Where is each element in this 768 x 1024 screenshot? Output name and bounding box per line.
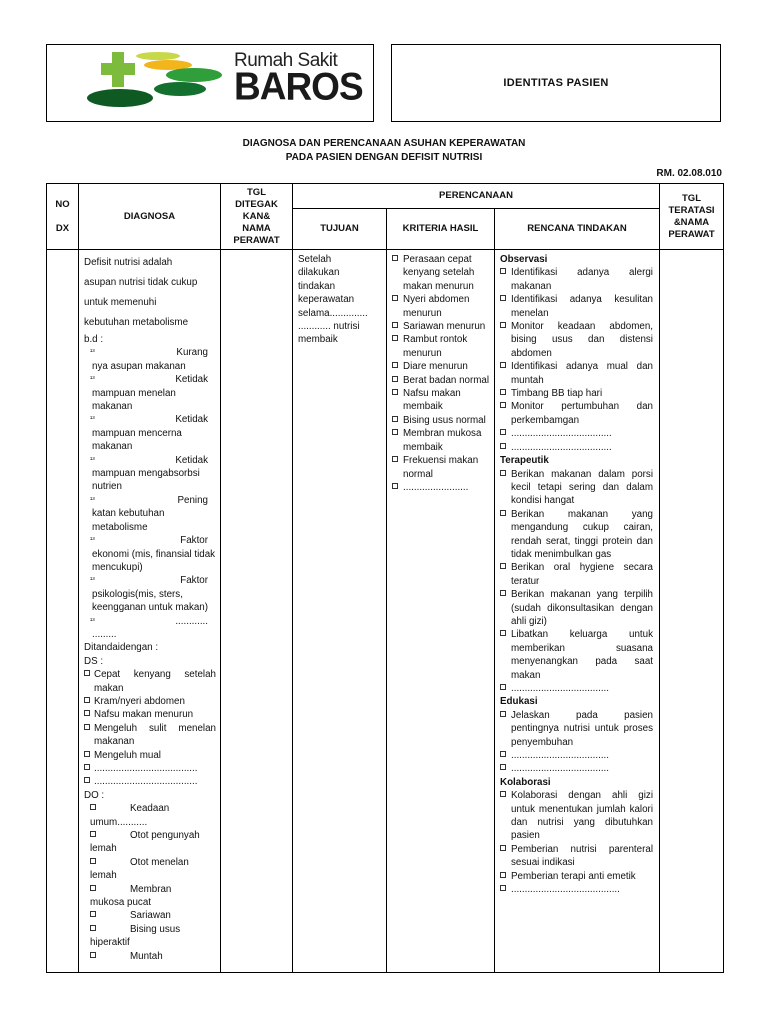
edukasi-item xyxy=(500,762,653,775)
care-plan-table xyxy=(46,183,724,973)
terapeutik-item-text: Berikan makanan yang terpilih (sudah dikonsultasikan dengan ahli gizi) xyxy=(511,589,653,627)
patient-identity-label: IDENTITAS PASIEN xyxy=(503,77,609,89)
do-item-first: Otot menelan xyxy=(130,856,189,868)
tujuan-line: membaik xyxy=(298,334,338,346)
checkbox-square-icon xyxy=(90,925,96,931)
header-tgl-ditegakkan: TGL DITEGAK KAN& NAMA PERAWAT xyxy=(221,184,293,250)
tick-icon: ¹³ xyxy=(90,349,95,357)
checkbox-square-icon xyxy=(392,255,398,261)
terapeutik-item-text: Berikan makanan yang mengandung cukup cairan, rendah serat, tinggi protein dan tidak menimbulkan gas xyxy=(511,508,653,560)
ds-item xyxy=(84,762,216,775)
edukasi-item-text: .................................... xyxy=(511,763,609,775)
kolaborasi-item xyxy=(500,789,653,843)
observasi-item xyxy=(500,320,653,360)
observasi-item-text: Timbang BB tiap hari xyxy=(511,388,603,400)
kriteria-item-text: Nafsu makan membaik xyxy=(403,388,461,413)
observasi-item-text: Monitor keadaan abdomen, bising usus dan distensi abdomen xyxy=(511,321,653,359)
diagnosa-do-label: DO : xyxy=(84,789,105,801)
diagnosa-do-list xyxy=(84,802,216,963)
checkbox-square-icon xyxy=(500,389,506,395)
do-item-first: Muntah xyxy=(130,950,163,962)
checkbox-square-icon xyxy=(392,335,398,341)
patient-identity-box xyxy=(391,44,721,122)
observasi-item xyxy=(500,387,653,400)
do-item xyxy=(84,950,216,963)
cell-no-dx xyxy=(47,250,79,973)
checkbox-square-icon xyxy=(392,376,398,382)
tick-icon: ¹³ xyxy=(90,496,95,504)
header-no-dx: NO DX xyxy=(47,184,79,250)
observasi-item-text: ..................................... xyxy=(511,441,612,453)
diagnosa-definition-line: untuk memenuhi xyxy=(84,297,157,308)
kolaborasi-item xyxy=(500,883,653,896)
kolaborasi-item-text: Pemberian nutrisi parenteral sesuai indikasi xyxy=(511,843,653,869)
checkbox-square-icon xyxy=(392,456,398,462)
ds-item xyxy=(84,695,216,708)
kriteria-item xyxy=(392,293,490,320)
do-item-first: Membran xyxy=(130,883,172,895)
cell-diagnosa xyxy=(79,250,221,973)
section-edukasi: Edukasi xyxy=(500,696,538,708)
checkbox-square-icon xyxy=(392,295,398,301)
do-item-first: Bising usus xyxy=(130,923,181,935)
do-item-rest: lemah xyxy=(90,870,117,882)
cell-tujuan xyxy=(293,250,387,973)
diagnosa-factor-item xyxy=(84,574,216,614)
checkbox-square-icon xyxy=(90,831,96,837)
checkbox-square-icon xyxy=(90,885,96,891)
checkbox-square-icon xyxy=(500,872,506,878)
tujuan-line: Setelah xyxy=(298,254,332,265)
kriteria-item-text: Rambut rontok menurun xyxy=(403,334,468,359)
cell-kriteria-hasil xyxy=(387,250,495,973)
checkbox-square-icon xyxy=(392,429,398,435)
observasi-item-text: Monitor pertumbuhan dan perkembamgan xyxy=(511,401,653,426)
observasi-item-text: Identifikasi adanya mual dan muntah xyxy=(511,361,653,386)
terapeutik-item xyxy=(500,508,653,562)
kriteria-item-text: Perasaan cepat kenyang setelah makan menurun xyxy=(403,254,475,292)
observasi-item xyxy=(500,293,653,320)
checkbox-square-icon xyxy=(500,590,506,596)
checkbox-square-icon xyxy=(90,911,96,917)
do-item-rest: hiperaktif xyxy=(90,937,130,949)
observasi-item xyxy=(500,360,653,387)
kriteria-item-text: Membran mukosa membaik xyxy=(403,428,482,453)
checkbox-square-icon xyxy=(392,389,398,395)
kriteria-item xyxy=(392,253,490,293)
tick-icon: ¹³ xyxy=(90,577,95,585)
diagnosa-factor-rest: mampuan mengabsorbsi nutrien xyxy=(92,468,200,493)
checkbox-square-icon xyxy=(84,697,90,703)
diagnosa-factor-item xyxy=(84,494,216,534)
diagnosa-definition-line: Defisit nutrisi adalah xyxy=(84,257,173,268)
diagnosa-factor-first: ............ xyxy=(175,615,208,627)
kriteria-item xyxy=(392,387,490,414)
kolaborasi-item xyxy=(500,870,653,883)
diagnosa-factor-item xyxy=(84,373,216,413)
document-title-line1: DIAGNOSA DAN PERENCANAAN ASUHAN KEPERAWATAN xyxy=(242,138,526,149)
terapeutik-item-text: Berikan makanan dalam porsi kecil tetapi sering dan dalam kondisi hangat xyxy=(511,468,653,507)
section-observasi: Observasi xyxy=(500,254,548,265)
checkbox-square-icon xyxy=(392,322,398,328)
diagnosa-factor-rest: mampuan menelan makanan xyxy=(92,387,176,413)
checkbox-square-icon xyxy=(500,295,506,301)
observasi-item xyxy=(500,266,653,293)
diagnosa-ds-label: DS : xyxy=(84,655,104,667)
diagnosa-factor-rest: ......... xyxy=(92,628,117,640)
kriteria-item-text: Bising usus normal xyxy=(403,414,486,426)
checkbox-square-icon xyxy=(84,764,90,770)
ds-item xyxy=(84,668,216,695)
diagnosa-factor-item xyxy=(84,413,216,453)
checkbox-square-icon xyxy=(500,470,506,476)
kriteria-item-text: Nyeri abdomen menurun xyxy=(403,294,470,319)
checkbox-square-icon xyxy=(500,711,506,717)
kriteria-item xyxy=(392,414,490,427)
kriteria-item xyxy=(392,333,490,360)
terapeutik-item xyxy=(500,628,653,682)
ds-item-text: ...................................... xyxy=(94,763,198,774)
do-item xyxy=(84,802,216,829)
do-item xyxy=(84,909,216,922)
section-terapeutik: Terapeutik xyxy=(500,455,549,467)
diagnosa-factor-first: Faktor xyxy=(180,535,208,547)
checkbox-square-icon xyxy=(84,724,90,730)
kolaborasi-item-text: Kolaborasi dengan ahli gizi untuk menentukan jumlah kalori dan nutrisi yang dibutuhkan pasien xyxy=(511,790,653,842)
ds-item-text: Kram/nyeri abdomen xyxy=(94,695,185,707)
diagnosa-factor-rest: psikologis(mis, sters, keengganan untuk makan) xyxy=(92,588,209,614)
checkbox-square-icon xyxy=(84,777,90,783)
diagnosa-factor-first: Ketidak xyxy=(175,414,208,426)
diagnosa-ditandai-label: Ditandaidengan : xyxy=(84,642,159,654)
do-item-rest: umum........... xyxy=(90,816,148,828)
checkbox-square-icon xyxy=(500,362,506,368)
tick-icon: ¹³ xyxy=(90,537,95,545)
do-item-first: Keadaan xyxy=(130,803,170,815)
do-item xyxy=(84,856,216,883)
kriteria-item-text: Frekuensi makan normal xyxy=(403,455,479,480)
terapeutik-item xyxy=(500,561,653,588)
tujuan-line: dilakukan xyxy=(298,267,340,279)
edukasi-item xyxy=(500,709,653,749)
terapeutik-item xyxy=(500,468,653,508)
document-title-line2: PADA PASIEN DENGAN DEFISIT NUTRISI xyxy=(285,152,483,163)
checkbox-square-icon xyxy=(500,845,506,851)
tick-icon: ¹³ xyxy=(90,456,95,464)
diagnosa-definition-line: asupan nutrisi tidak cukup xyxy=(84,277,198,288)
kriteria-item xyxy=(392,320,490,333)
header-kriteria-hasil: KRITERIA HASIL xyxy=(387,209,495,250)
do-item-first: Sariawan xyxy=(130,910,171,922)
ds-item-text: Nafsu makan menurun xyxy=(94,709,194,721)
checkbox-square-icon xyxy=(500,322,506,328)
terapeutik-item-text: Berikan oral hygiene secara teratur xyxy=(511,562,653,587)
diagnosa-factor-rest: ekonomi (mis, finansial tidak mencukupi) xyxy=(92,548,216,573)
diagnosa-factor-item xyxy=(84,346,216,373)
ds-item xyxy=(84,708,216,721)
observasi-item-text: ..................................... xyxy=(511,428,612,440)
checkbox-square-icon xyxy=(500,684,506,690)
ds-item xyxy=(84,722,216,749)
kriteria-item xyxy=(392,374,490,387)
checkbox-square-icon xyxy=(90,858,96,864)
checkbox-square-icon xyxy=(84,670,90,676)
do-item-rest: lemah xyxy=(90,843,117,855)
checkbox-square-icon xyxy=(90,804,96,810)
ds-item-text: ...................................... xyxy=(94,776,198,788)
ds-item-text: Mengeluh sulit menelan makanan xyxy=(94,722,216,748)
kolaborasi-item-text: Pemberian terapi anti emetik xyxy=(511,870,636,882)
cell-tgl-ditegakkan xyxy=(221,250,293,973)
checkbox-square-icon xyxy=(500,563,506,569)
logo-text-baros: BAROS xyxy=(234,64,363,108)
checkbox-square-icon xyxy=(90,952,96,958)
tujuan-line: selama.............. xyxy=(298,307,368,319)
edukasi-item-text: Jelaskan pada pasien pentingnya nutrisi untuk proses penyembuhan xyxy=(511,709,653,748)
checkbox-square-icon xyxy=(392,483,398,489)
diagnosa-factor-first: Kurang xyxy=(176,347,208,359)
edukasi-item xyxy=(500,749,653,762)
logo-text-rumah-sakit: Rumah Sakit xyxy=(234,50,338,71)
diagnosa-factor-rest: katan kebutuhan metabolisme xyxy=(92,508,165,533)
observasi-item xyxy=(500,427,653,440)
do-item xyxy=(84,923,216,950)
terapeutik-item xyxy=(500,682,653,695)
ds-item-text: Cepat kenyang setelah makan xyxy=(94,669,216,694)
kriteria-item-text: Sariawan menurun xyxy=(403,321,486,333)
header-diagnosa: DIAGNOSA xyxy=(79,184,221,250)
diagnosa-factor-item xyxy=(84,615,216,642)
observasi-item-text: Identifikasi adanya kesulitan menelan xyxy=(511,294,653,319)
checkbox-square-icon xyxy=(500,764,506,770)
diagnosa-factor-item xyxy=(84,454,216,494)
tujuan-line: keperawatan xyxy=(298,294,355,306)
diagnosa-factor-first: Ketidak xyxy=(175,454,208,466)
checkbox-square-icon xyxy=(500,630,506,636)
terapeutik-item-text: Libatkan keluarga untuk memberikan suasana menyenangkan pada saat makan xyxy=(511,629,653,681)
diagnosa-factor-item xyxy=(84,534,216,574)
ds-item xyxy=(84,775,216,788)
tick-icon: ¹³ xyxy=(90,376,95,384)
header-tujuan: TUJUAN xyxy=(293,209,387,250)
kriteria-item xyxy=(392,360,490,373)
cell-rencana-tindakan xyxy=(495,250,660,973)
kolaborasi-item xyxy=(500,843,653,870)
tick-icon: ¹³ xyxy=(90,617,95,625)
checkbox-square-icon xyxy=(392,362,398,368)
do-item-rest: mukosa pucat xyxy=(90,897,151,909)
diagnosa-factor-rest: mampuan mencerna makanan xyxy=(92,427,182,453)
terapeutik-item-text: .................................... xyxy=(511,683,609,694)
ds-item-text: Mengeluh mual xyxy=(94,749,161,761)
ds-item xyxy=(84,749,216,762)
diagnosa-factor-rest: nya asupan makanan xyxy=(92,360,186,372)
header-perencanaan: PERENCANAAN xyxy=(293,184,660,209)
checkbox-square-icon xyxy=(500,402,506,408)
rm-number: RM. 02.08.010 xyxy=(656,168,722,179)
edukasi-item-text: .................................... xyxy=(511,750,609,762)
observasi-item xyxy=(500,400,653,427)
observasi-item-text: Identifikasi adanya alergi makanan xyxy=(511,267,653,292)
do-item xyxy=(84,829,216,856)
checkbox-square-icon xyxy=(500,510,506,516)
hospital-logo-icon xyxy=(86,47,231,113)
checkbox-square-icon xyxy=(84,710,90,716)
do-item-first: Otot pengunyah xyxy=(130,830,200,842)
checkbox-square-icon xyxy=(500,751,506,757)
do-item xyxy=(84,883,216,910)
kriteria-item-text: Diare menurun xyxy=(403,361,468,373)
tujuan-line: tindakan xyxy=(298,280,336,292)
kolaborasi-item-text: ........................................ xyxy=(511,884,620,896)
diagnosa-definition-line: kebutuhan metabolisme xyxy=(84,317,189,328)
tick-icon: ¹³ xyxy=(90,416,95,424)
header-tgl-teratasi: TGL TERATASI &NAMA PERAWAT xyxy=(660,184,724,250)
diagnosa-factor-first: Pening xyxy=(177,494,208,506)
checkbox-square-icon xyxy=(392,416,398,422)
cell-tgl-teratasi xyxy=(660,250,724,973)
diagnosa-factor-first: Faktor xyxy=(180,575,208,587)
observasi-item xyxy=(500,441,653,454)
checkbox-square-icon xyxy=(84,751,90,757)
diagnosa-factor-first: Ketidak xyxy=(175,374,208,386)
checkbox-square-icon xyxy=(500,791,506,797)
checkbox-square-icon xyxy=(500,429,506,435)
tujuan-line: ............ nutrisi xyxy=(298,321,360,333)
header-rencana-tindakan: RENCANA TINDAKAN xyxy=(495,209,660,250)
kriteria-item-text: Berat badan normal xyxy=(403,374,490,386)
terapeutik-item xyxy=(500,588,653,628)
diagnosa-factors xyxy=(84,346,216,641)
diagnosa-definition xyxy=(84,253,216,333)
checkbox-square-icon xyxy=(500,268,506,274)
checkbox-square-icon xyxy=(500,443,506,449)
diagnosa-bd-label: b.d : xyxy=(84,334,104,345)
diagnosa-ds-list xyxy=(84,668,216,789)
kriteria-item-text: ........................ xyxy=(403,481,469,493)
kriteria-item xyxy=(392,454,490,481)
kriteria-item xyxy=(392,481,490,494)
kriteria-item xyxy=(392,427,490,454)
checkbox-square-icon xyxy=(500,885,506,891)
section-kolaborasi: Kolaborasi xyxy=(500,776,551,788)
